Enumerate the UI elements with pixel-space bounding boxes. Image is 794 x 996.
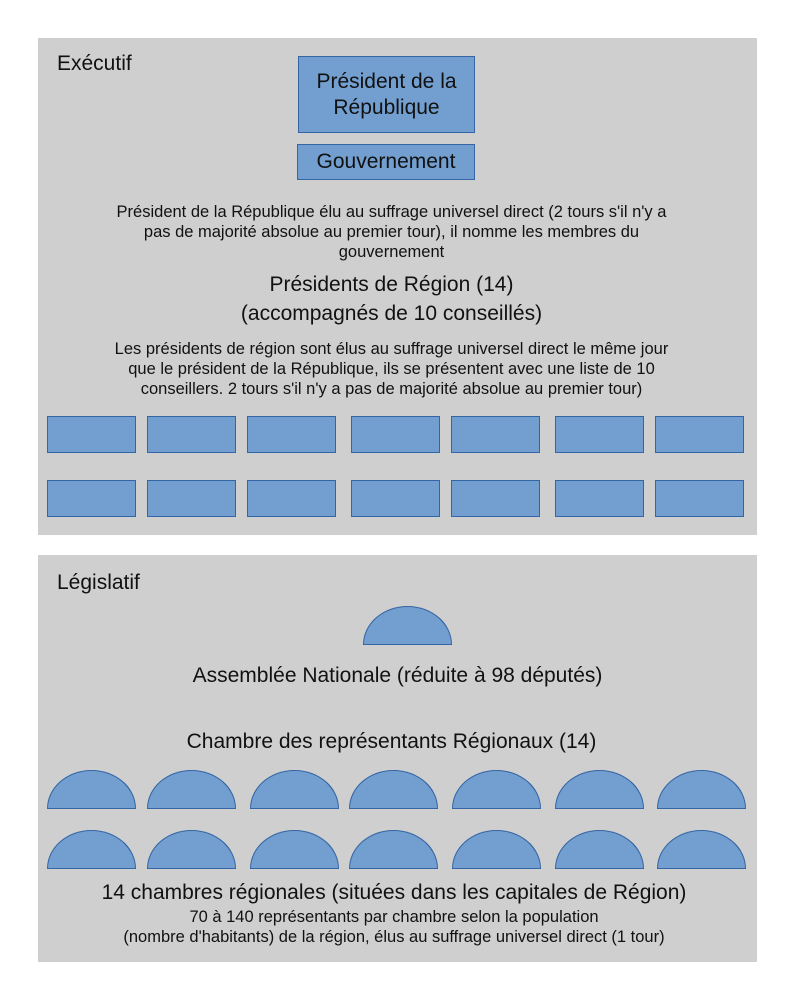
region-president-box	[655, 480, 744, 517]
region-president-box	[351, 416, 440, 453]
region-president-box	[147, 480, 236, 517]
regional-chamber-dome	[452, 770, 541, 809]
president-box: Président de la République	[298, 56, 475, 133]
region-president-box	[351, 480, 440, 517]
region-president-box	[247, 480, 336, 517]
regional-chamber-dome	[250, 770, 339, 809]
president-description: Président de la République élu au suffrage universel direct (2 tours s'il n'y a pas de majorité absolue au premier tour), il nomme les membres du gouvernement	[116, 203, 667, 261]
regional-chamber-dome	[555, 830, 644, 869]
regional-chamber-dome	[349, 830, 438, 869]
regions-heading: Présidents de Région (14) (accompagnés de 10 conseillés)	[240, 273, 543, 325]
region-president-box	[147, 416, 236, 453]
legislatif-panel	[38, 555, 757, 962]
regional-chamber-dome	[250, 830, 339, 869]
regional-chamber-dome	[555, 770, 644, 809]
regional-chamber-dome	[452, 830, 541, 869]
assemblee-label: Assemblée Nationale (réduite à 98 députés)	[192, 664, 603, 687]
legislatif-title: Législatif	[57, 571, 140, 594]
region-president-box	[451, 416, 540, 453]
chambre-label: Chambre des représentants Régionaux (14)	[186, 730, 597, 753]
regional-chamber-dome	[147, 770, 236, 809]
regional-chamber-dome	[657, 830, 746, 869]
assemblee-dome	[363, 606, 452, 645]
region-president-box	[555, 416, 644, 453]
regional-chamber-dome	[349, 770, 438, 809]
regional-chamber-dome	[47, 830, 136, 869]
regions-description: Les présidents de région sont élus au suffrage universel direct le même jour que le président de la République, ils se présentent avec une liste de 10 conseillers. 2 tours s'il n'y a pas de majorité absolue au premier tour)	[114, 340, 669, 398]
regional-chamber-dome	[657, 770, 746, 809]
region-president-box	[247, 416, 336, 453]
region-president-box	[655, 416, 744, 453]
region-president-box	[555, 480, 644, 517]
regional-chamber-dome	[147, 830, 236, 869]
region-president-box	[47, 416, 136, 453]
executif-panel	[38, 38, 757, 535]
gouvernement-box: Gouvernement	[297, 144, 475, 180]
regional-chamber-dome	[47, 770, 136, 809]
chambres-regionales-description: 70 à 140 représentants par chambre selon la population (nombre d'habitants) de la région, élus au suffrage universel direct (1 tour)	[123, 908, 665, 946]
executif-title: Exécutif	[57, 52, 132, 75]
chambres-regionales-heading: 14 chambres régionales (situées dans les capitales de Région)	[101, 881, 687, 904]
region-president-box	[451, 480, 540, 517]
region-president-box	[47, 480, 136, 517]
